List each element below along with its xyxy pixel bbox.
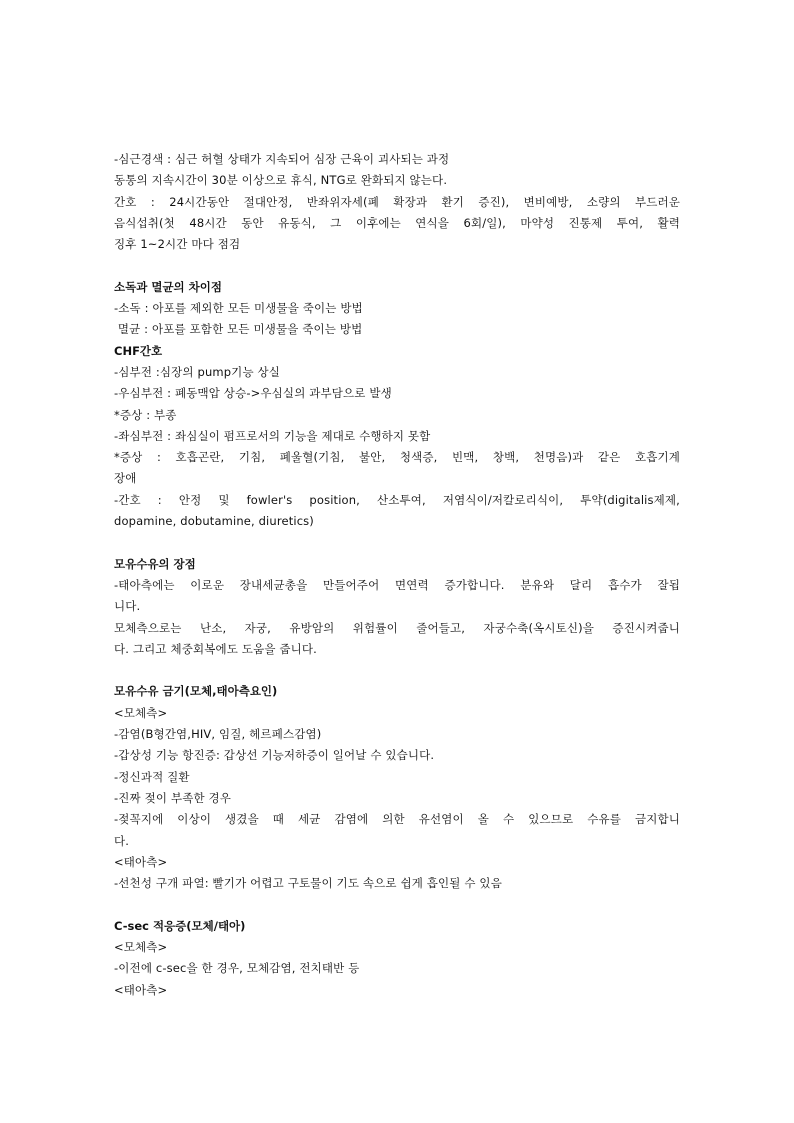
- text-line: -소독 : 아포를 제외한 모든 미생물을 죽이는 방법: [114, 301, 363, 316]
- blank-line: [114, 532, 680, 553]
- text-line: 징후 1~2시간 마다 점검: [114, 237, 241, 252]
- text-line: -우심부전 : 폐동맥압 상승->우심실의 과부담으로 발생: [114, 386, 392, 401]
- section-heading: 모유수유 금기(모체,태아측요인): [114, 684, 278, 699]
- text-line: *증상 : 부종: [114, 407, 177, 422]
- text-line: 니다.: [114, 599, 141, 614]
- text-line: 멸균 : 아포를 포함한 모든 미생물을 죽이는 방법: [114, 322, 363, 337]
- section-heading: C-sec 적응증(모체/태아): [114, 918, 246, 933]
- text-line: -젖꼭지에 이상이 생겼을 때 세균 감염에 의한 유선염이 올 수 있으므로 수유를 금지합니: [114, 812, 680, 827]
- text-line: 장애: [114, 471, 137, 486]
- section-heading: 소독과 멸균의 차이점: [114, 279, 222, 294]
- text-line: <모체측>: [114, 705, 168, 720]
- blank-line: [114, 894, 680, 915]
- text-line: -심근경색 : 심근 허혈 상태가 지속되어 심장 근육이 괴사되는 과정: [114, 152, 450, 166]
- text-line: -심부전 :심장의 pump기능 상실: [114, 364, 281, 379]
- text-line: 모체측으로는 난소, 자궁, 유방암의 위험률이 줄어들고, 자궁수축(옥시토신)을 증진시켜줍니: [114, 620, 680, 635]
- text-line: 음식섭취(첫 48시간 동안 유동식, 그 이후에는 연식을 6회/일), 마약성 진통제 투여, 활력: [114, 215, 680, 230]
- document-body: [114, 149, 680, 1001]
- text-line: <모체측>: [114, 939, 168, 954]
- text-line: -갑상성 기능 항진증: 갑상선 기능저하증이 일어날 수 있습니다.: [114, 748, 435, 763]
- text-line: -정신과적 질환: [114, 769, 190, 784]
- text-line: <태아측>: [114, 982, 168, 997]
- text-line: 다.: [114, 833, 130, 848]
- text-line: -이전에 c-sec을 한 경우, 모체감염, 전치태반 등: [114, 961, 360, 976]
- text-line: 동통의 지속시간이 30분 이상으로 휴식, NTG로 완화되지 않는다.: [114, 173, 448, 188]
- text-line: -선천성 구개 파열: 빨기가 어렵고 구토물이 기도 속으로 쉽게 흡인될 수 있음: [114, 876, 502, 891]
- text-line: -좌심부전 : 좌심실이 펌프로서의 기능을 제대로 수행하지 못함: [114, 428, 431, 443]
- text-line: 다. 그리고 체중회복에도 도움을 줍니다.: [114, 641, 317, 656]
- text-line: *증상 : 호흡곤란, 기침, 폐울혈(기침, 불안, 청색증, 빈맥, 창백, 천명음)과 같은 호흡기계: [114, 450, 680, 465]
- text-line: -진짜 젖이 부족한 경우: [114, 790, 232, 805]
- text-line: -간호 : 안정 및 fowler's position, 산소투여, 저염식이/저칼로리식이, 투약(digitalis제제,: [114, 492, 680, 507]
- blank-line: [114, 660, 680, 681]
- section-heading: 모유수유의 장점: [114, 556, 196, 571]
- text-line: dopamine, dobutamine, diuretics): [114, 514, 314, 529]
- text-line: -감염(B형간염,HIV, 임질, 헤르페스감염): [114, 727, 322, 742]
- blank-line: [114, 255, 680, 276]
- text-line: -태아측에는 이로운 장내세균총을 만들어주어 면연력 증가합니다. 분유와 달리 흡수가 잘됩: [114, 577, 680, 592]
- text-line: <태아측>: [114, 854, 168, 869]
- section-heading: CHF간호: [114, 343, 163, 358]
- text-line: 간호 : 24시간동안 절대안정, 반좌위자세(폐 확장과 환기 증진), 변비예방, 소량의 부드러운: [114, 194, 680, 209]
